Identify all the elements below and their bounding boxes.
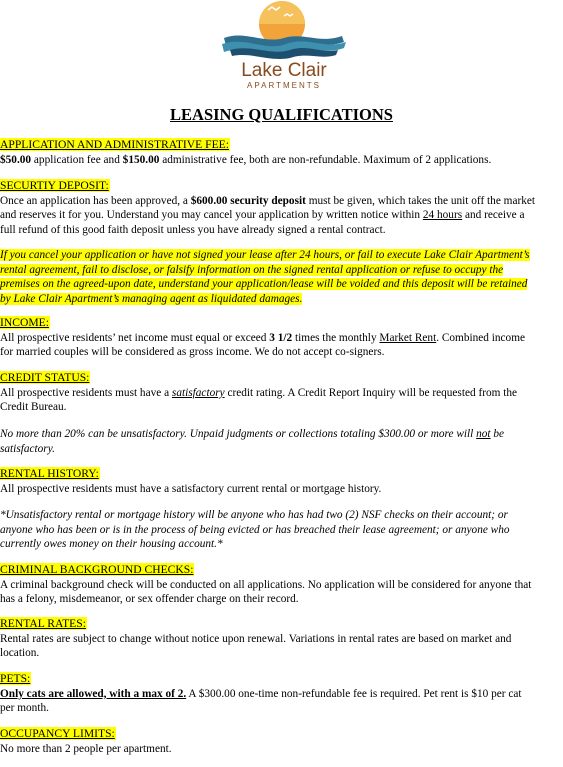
logo-name: Lake Clair (241, 60, 327, 81)
text-underlined: 24 hours (422, 209, 463, 222)
section-criminal-background (0, 563, 560, 607)
warning-text: rental agreement, fail to disclose, or falsify information on the signed rental application or refuse to occupy the (0, 263, 504, 276)
text: satisfactory. (0, 442, 55, 455)
text: All prospective residents must have a (0, 386, 172, 399)
text-underlined: not (476, 428, 491, 440)
lake-clair-logo (204, 0, 364, 98)
warning-text: If you cancel your application or have not signed your lease after 24 hours, or fail to execute Lake Clair Apartment’s (0, 249, 530, 261)
text: location. (0, 647, 40, 660)
income-multiplier: 3 1/2 (269, 331, 293, 344)
text: No more than 20% can be unsatisfactory. Unpaid judgments or collections totaling $300.00 or more will (0, 428, 477, 440)
text: times the monthly (292, 331, 380, 344)
section-heading-occupancy: OCCUPANCY LIMITS: (0, 727, 115, 740)
section-income (0, 316, 560, 360)
section-pets (0, 672, 560, 716)
security-warning (0, 248, 560, 306)
text: currently owes money on their housing account.* (0, 538, 223, 551)
page-title: LEASING QUALIFICATIONS (170, 105, 393, 124)
section-heading-rental-rates: RENTAL RATES: (0, 617, 86, 630)
section-credit-status (0, 371, 560, 415)
sunset-lake-icon (204, 0, 364, 98)
logo-subtitle: APARTMENTS (247, 81, 321, 90)
text: for married couples will be considered as gross income. We do not accept co-signers. (0, 346, 385, 359)
section-heading-income: INCOME: (0, 316, 49, 329)
admin-fee-amount: $150.00 (122, 153, 160, 166)
text: and receive a (462, 209, 525, 222)
text: . Combined income (436, 331, 526, 344)
section-heading-credit: CREDIT STATUS: (0, 371, 90, 384)
text: *Unsatisfactory rental or mortgage history will be anyone who has had two (2) NSF checks on their account; or (0, 509, 508, 521)
text: No more than 2 people per apartment. (0, 742, 172, 755)
text-underlined: satisfactory (171, 386, 225, 399)
text: administrative fee, both are non-refundable. Maximum of 2 applications. (159, 153, 492, 166)
text: Once an application has been approved, a (0, 194, 191, 207)
text: All prospective residents must have a satisfactory current rental or mortgage history. (0, 482, 382, 495)
text: application fee and (31, 153, 123, 166)
section-heading-criminal: CRIMINAL BACKGROUND CHECKS: (0, 563, 194, 576)
pets-rule: Only cats are allowed, with a max of 2. (0, 687, 187, 700)
text: Credit Bureau. (0, 401, 67, 414)
text: All prospective residents’ net income must equal or exceed (0, 331, 270, 344)
text: and reserves it for you. Understand you may cancel your application by written notice within (0, 209, 423, 222)
text: A criminal background check will be conducted on all applications. No application will be considered for anyone that (0, 578, 532, 591)
text: Rental rates are subject to change without notice upon renewal. Variations in rental rates are based on market and (0, 632, 512, 645)
credit-note (0, 427, 560, 456)
section-security-deposit (0, 179, 560, 237)
text: full refund of this good faith deposit unless you have already signed a rental contract. (0, 223, 386, 236)
section-heading-rental-history: RENTAL HISTORY: (0, 467, 99, 480)
section-application (0, 138, 560, 167)
section-heading-security: SECURTIY DEPOSIT: (0, 179, 109, 192)
text: has a felony, misdemeanor, or sex offender charge on their record. (0, 593, 299, 606)
section-occupancy-limits (0, 727, 560, 756)
application-fee-amount: $50.00 (0, 153, 32, 166)
text: per month. (0, 702, 49, 715)
deposit-amount: $600.00 security deposit (190, 194, 306, 207)
text: credit rating. A Credit Report Inquiry will be requested from the (224, 386, 518, 399)
section-rental-rates (0, 617, 560, 661)
section-heading-pets: PETS: (0, 672, 31, 685)
text: be (490, 428, 505, 440)
warning-text: by Lake Clair Apartment’s managing agent as liquidated damages. (0, 292, 303, 305)
warning-text: premises on the agreed-upon date, understand your application/lease will be voided and this deposit will be retained (0, 278, 528, 291)
text: A $300.00 one-time non-refundable fee is required. Pet rent is $10 per cat (186, 687, 522, 700)
rental-history-note (0, 508, 560, 552)
section-rental-history (0, 467, 560, 496)
text: anyone who has been or is in the process of being evicted or has breached their lease agreement; or anyone who (0, 523, 510, 536)
text: must be given, which takes the unit off the market (305, 194, 536, 207)
text-underlined: Market Rent (379, 331, 437, 344)
section-heading-application: APPLICATION AND ADMINISTRATIVE FEE: (0, 138, 229, 151)
